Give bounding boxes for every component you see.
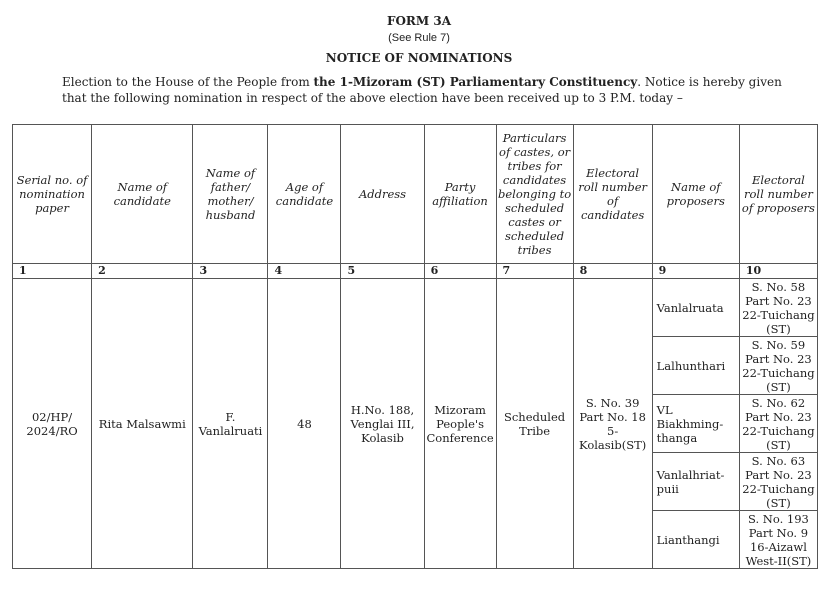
header-caste: Particulars of castes, or tribes for candidates belonging to scheduled castes or scheduled tribes (496, 125, 573, 264)
notice-heading: NOTICE OF NOMINATIONS (325, 51, 513, 65)
proposer-roll: S. No. 193 Part No. 9 16-Aizawl West-II(ST) (739, 511, 817, 569)
age-cell: 48 (268, 279, 341, 569)
proposer-roll: S. No. 62 Part No. 23 22-Tuichang (ST) (739, 395, 817, 453)
serial-cell: 02/HP/ 2024/RO (13, 279, 92, 569)
header-party: Party affiliation (424, 125, 496, 264)
proposer-roll: S. No. 59 Part No. 23 22-Tuichang (ST) (739, 337, 817, 395)
col-number: 5 (341, 264, 424, 279)
party-cell: Mizoram People's Conference (424, 279, 496, 569)
intro-text-post: . Notice is hereby given that the following nomination in respect of the above election have been received up to 3 P.M. today – (62, 75, 782, 105)
header-age: Age of candidate (268, 125, 341, 264)
col-number: 8 (573, 264, 652, 279)
form-title: FORM 3A (386, 14, 452, 28)
table-row (13, 279, 818, 337)
header-address: Address (341, 125, 424, 264)
col-number: 9 (652, 264, 739, 279)
caste-cell: Scheduled Tribe (496, 279, 573, 569)
address-cell: H.No. 188, Venglai III, Kolasib (341, 279, 424, 569)
column-number-row (13, 264, 818, 279)
header-proposer-roll: Electoral roll number of proposers (739, 125, 817, 264)
header-serial: Serial no. of nomination paper (13, 125, 92, 264)
proposer-name: Lianthangi (652, 511, 739, 569)
relative-cell: F. Vanlalruati (193, 279, 268, 569)
proposer-roll: S. No. 58 Part No. 23 22-Tuichang (ST) (739, 279, 817, 337)
header-relative: Name of father/ mother/ husband (193, 125, 268, 264)
col-number: 1 (13, 264, 92, 279)
col-number: 2 (92, 264, 193, 279)
header-proposers: Name of proposers (652, 125, 739, 264)
proposer-name: Vanlalhriat-puii (652, 453, 739, 511)
intro-paragraph (62, 74, 802, 106)
rule-reference: (See Rule 7) (388, 32, 450, 44)
col-number: 4 (268, 264, 341, 279)
proposer-name: Lalhunthari (652, 337, 739, 395)
col-number: 7 (496, 264, 573, 279)
proposer-name: Vanlalruata (652, 279, 739, 337)
header-roll: Electoral roll number of candidates (573, 125, 652, 264)
proposer-name: VL Biakhming-thanga (652, 395, 739, 453)
col-number: 6 (424, 264, 496, 279)
roll-cell: S. No. 39 Part No. 18 5-Kolasib(ST) (573, 279, 652, 569)
proposer-roll: S. No. 63 Part No. 23 22-Tuichang (ST) (739, 453, 817, 511)
header-candidate: Name of candidate (92, 125, 193, 264)
intro-text-pre: Election to the House of the People from (62, 75, 314, 89)
candidate-cell: Rita Malsawmi (92, 279, 193, 569)
col-number: 10 (739, 264, 817, 279)
nominations-table (12, 124, 818, 569)
col-number: 3 (193, 264, 268, 279)
header-row (13, 125, 818, 264)
constituency-name: the 1-Mizoram (ST) Parliamentary Constituency (313, 75, 638, 89)
